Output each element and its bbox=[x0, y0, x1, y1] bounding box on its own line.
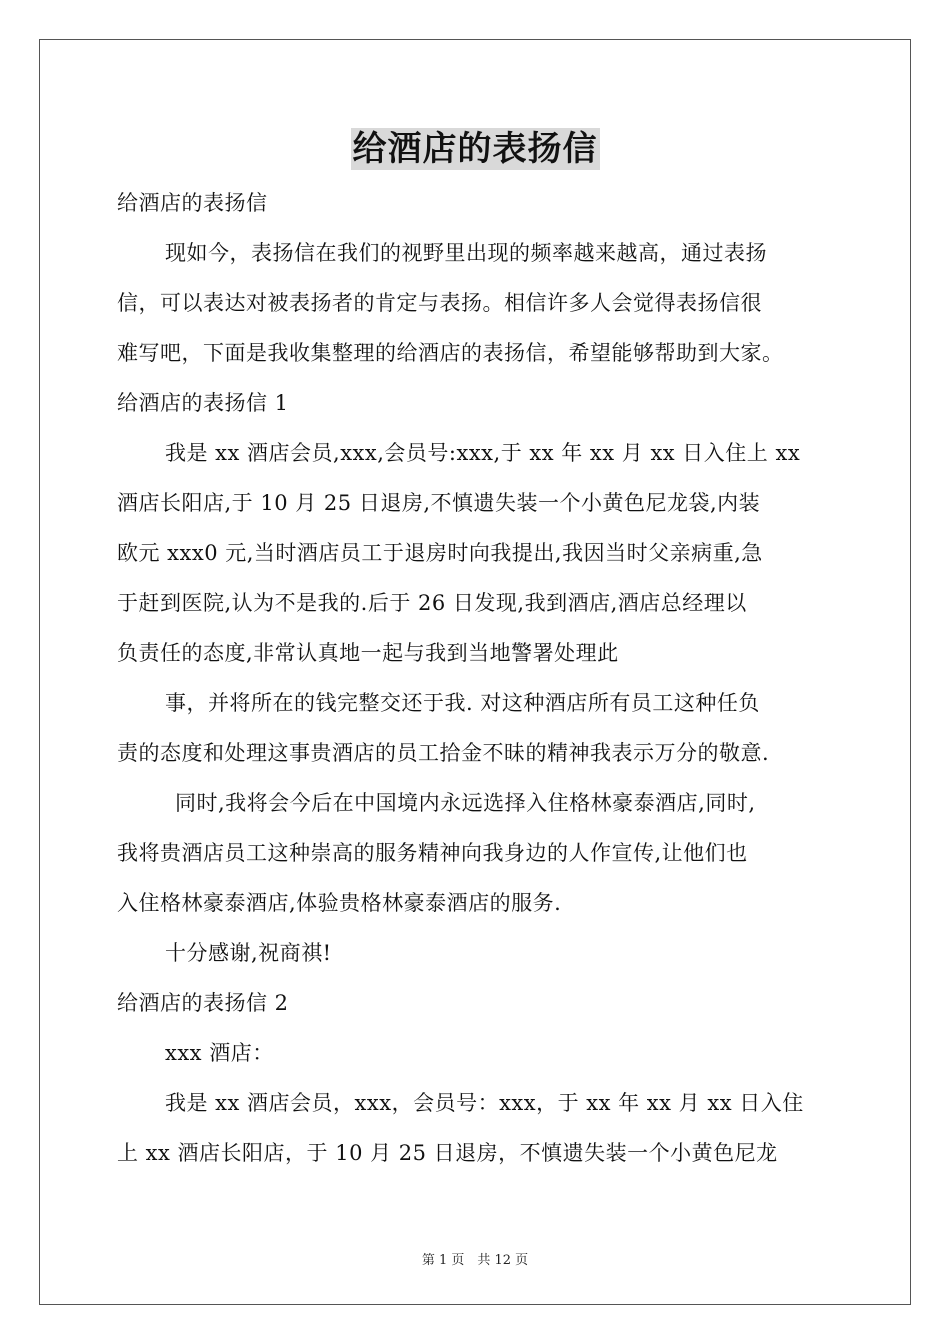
text-line: 给酒店的表扬信 1 bbox=[117, 391, 289, 415]
text-line: 我将贵酒店员工这种崇高的服务精神向我身边的人作宣传,让他们也 bbox=[117, 841, 748, 865]
text-line: 入住格林豪泰酒店,体验贵格林豪泰酒店的服务. bbox=[117, 891, 562, 915]
title-container bbox=[0, 128, 950, 170]
text-line: 十分感谢,祝商祺! bbox=[165, 941, 332, 965]
text-line: 欧元 xxx0 元,当时酒店员工于退房时向我提出,我因当时父亲病重,急 bbox=[117, 541, 763, 565]
document-title: 给酒店的表扬信 bbox=[352, 129, 598, 169]
text-line: 责的态度和处理这事贵酒店的员工拾金不昧的精神我表示万分的敬意. bbox=[117, 741, 770, 765]
text-line: 负责任的态度,非常认真地一起与我到当地警署处理此 bbox=[117, 641, 619, 665]
text-line: 给酒店的表扬信 bbox=[117, 191, 268, 215]
text-line: xxx 酒店： bbox=[165, 1041, 274, 1065]
text-line: 事，并将所在的钱完整交还于我. 对这种酒店所有员工这种任负 bbox=[165, 691, 760, 715]
text-line: 于赶到医院,认为不是我的.后于 26 日发现,我到酒店,酒店总经理以 bbox=[117, 591, 747, 615]
text-line: 上 xx 酒店长阳店，于 10 月 25 日退房，不慎遗失装一个小黄色尼龙 bbox=[117, 1141, 778, 1165]
text-line: 现如今，表扬信在我们的视野里出现的频率越来越高，通过表扬 bbox=[165, 241, 767, 265]
text-line: 难写吧，下面是我收集整理的给酒店的表扬信，希望能够帮助到大家。 bbox=[117, 341, 784, 365]
text-line: 我是 xx 酒店会员,xxx,会员号:xxx,于 xx 年 xx 月 xx 日入住上 xx bbox=[165, 441, 801, 465]
document-body bbox=[117, 178, 837, 1178]
page-footer: 第 1 页 共 12 页 bbox=[421, 1253, 529, 1268]
text-line: 我是 xx 酒店会员，xxx，会员号：xxx，于 xx 年 xx 月 xx 日入住 bbox=[165, 1091, 804, 1115]
text-line: 同时,我将会今后在中国境内永远选择入住格林豪泰酒店,同时, bbox=[175, 791, 756, 815]
text-line: 信，可以表达对被表扬者的肯定与表扬。相信许多人会觉得表扬信很 bbox=[117, 291, 762, 315]
text-line: 酒店长阳店,于 10 月 25 日退房,不慎遗失装一个小黄色尼龙袋,内装 bbox=[117, 491, 761, 515]
text-line: 给酒店的表扬信 2 bbox=[117, 991, 289, 1015]
